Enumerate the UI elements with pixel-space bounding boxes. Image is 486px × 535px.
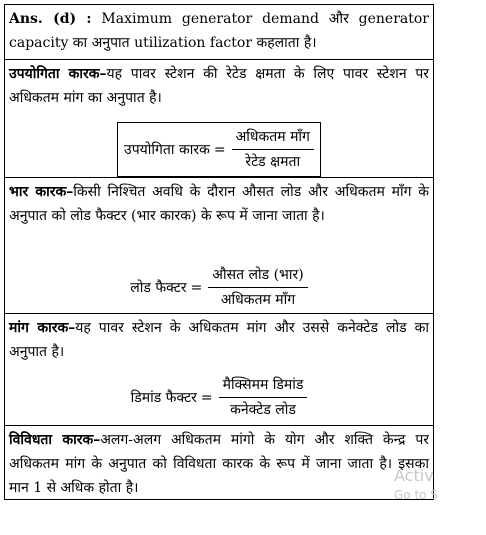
activation-watermark-title: Activ — [394, 466, 434, 485]
load-text: किसी निश्चित अवधि के दौरान औसत लोड और अधिकतम माँग के अनुपात को लोड फैक्टर (भार कारक) के रूप में जाना जाता है। — [9, 184, 429, 224]
utilization-paragraph — [5, 59, 433, 110]
load-paragraph — [5, 177, 433, 228]
answer-label: Ans. (d) : — [9, 11, 92, 27]
intro-text: Maximum generator demand और generator capacity का अनुपात utilization factor कहलाता है। — [9, 11, 429, 51]
diversity-paragraph — [5, 425, 433, 500]
load-numerator: औसत लोड (भार) — [208, 265, 307, 288]
demand-formula-equals: = — [200, 389, 213, 406]
load-formula — [5, 263, 433, 310]
utilization-numerator: अधिकतम माँग — [232, 127, 314, 150]
demand-paragraph — [5, 313, 433, 364]
diversity-term: विविधता कारक– — [9, 432, 101, 448]
load-term: भार कारक– — [9, 184, 74, 200]
demand-text: यह पावर स्टेशन के अधिकतम मांग और उससे कनेक्टेड लोड का अनुपात है। — [9, 320, 429, 360]
utilization-formula — [5, 120, 433, 177]
demand-formula-lhs: डिमांड फैक्टर — [130, 390, 197, 406]
utilization-term: उपयोगिता कारक– — [9, 66, 107, 82]
demand-fraction — [219, 375, 308, 420]
utilization-formula-equals: = — [213, 141, 226, 158]
diversity-text: अलग-अलग अधिकतम मांगो के योग और शक्ति केन्द्र पर अधिकतम मांग के अनुपात को विविधता कारक के रूप में जाना जाता है। इसका मान 1 से अधिक होता है। — [9, 432, 429, 496]
utilization-fraction — [232, 127, 314, 172]
activation-watermark-subtitle: Go to S — [394, 488, 438, 502]
utilization-formula-box — [117, 122, 321, 177]
intro-paragraph — [5, 5, 433, 55]
load-denominator: अधिकतम माँग — [220, 292, 296, 308]
demand-numerator: मैक्सिमम डिमांड — [219, 375, 308, 398]
load-formula-equals: = — [190, 279, 203, 296]
utilization-text: यह पावर स्टेशन की रेटेड क्षमता के लिए पावर स्टेशन पर अधिकतम मांग का अनुपात है। — [9, 66, 429, 106]
demand-formula — [5, 373, 433, 420]
answer-box — [4, 4, 434, 500]
load-fraction — [208, 265, 307, 310]
demand-term: मांग कारक– — [9, 320, 76, 336]
utilization-formula-lhs: उपयोगिता कारक — [124, 142, 210, 158]
load-formula-lhs: लोड फैक्टर — [130, 280, 187, 296]
utilization-denominator: रेटेड क्षमता — [245, 154, 301, 170]
demand-denominator: कनेक्टेड लोड — [230, 402, 296, 418]
